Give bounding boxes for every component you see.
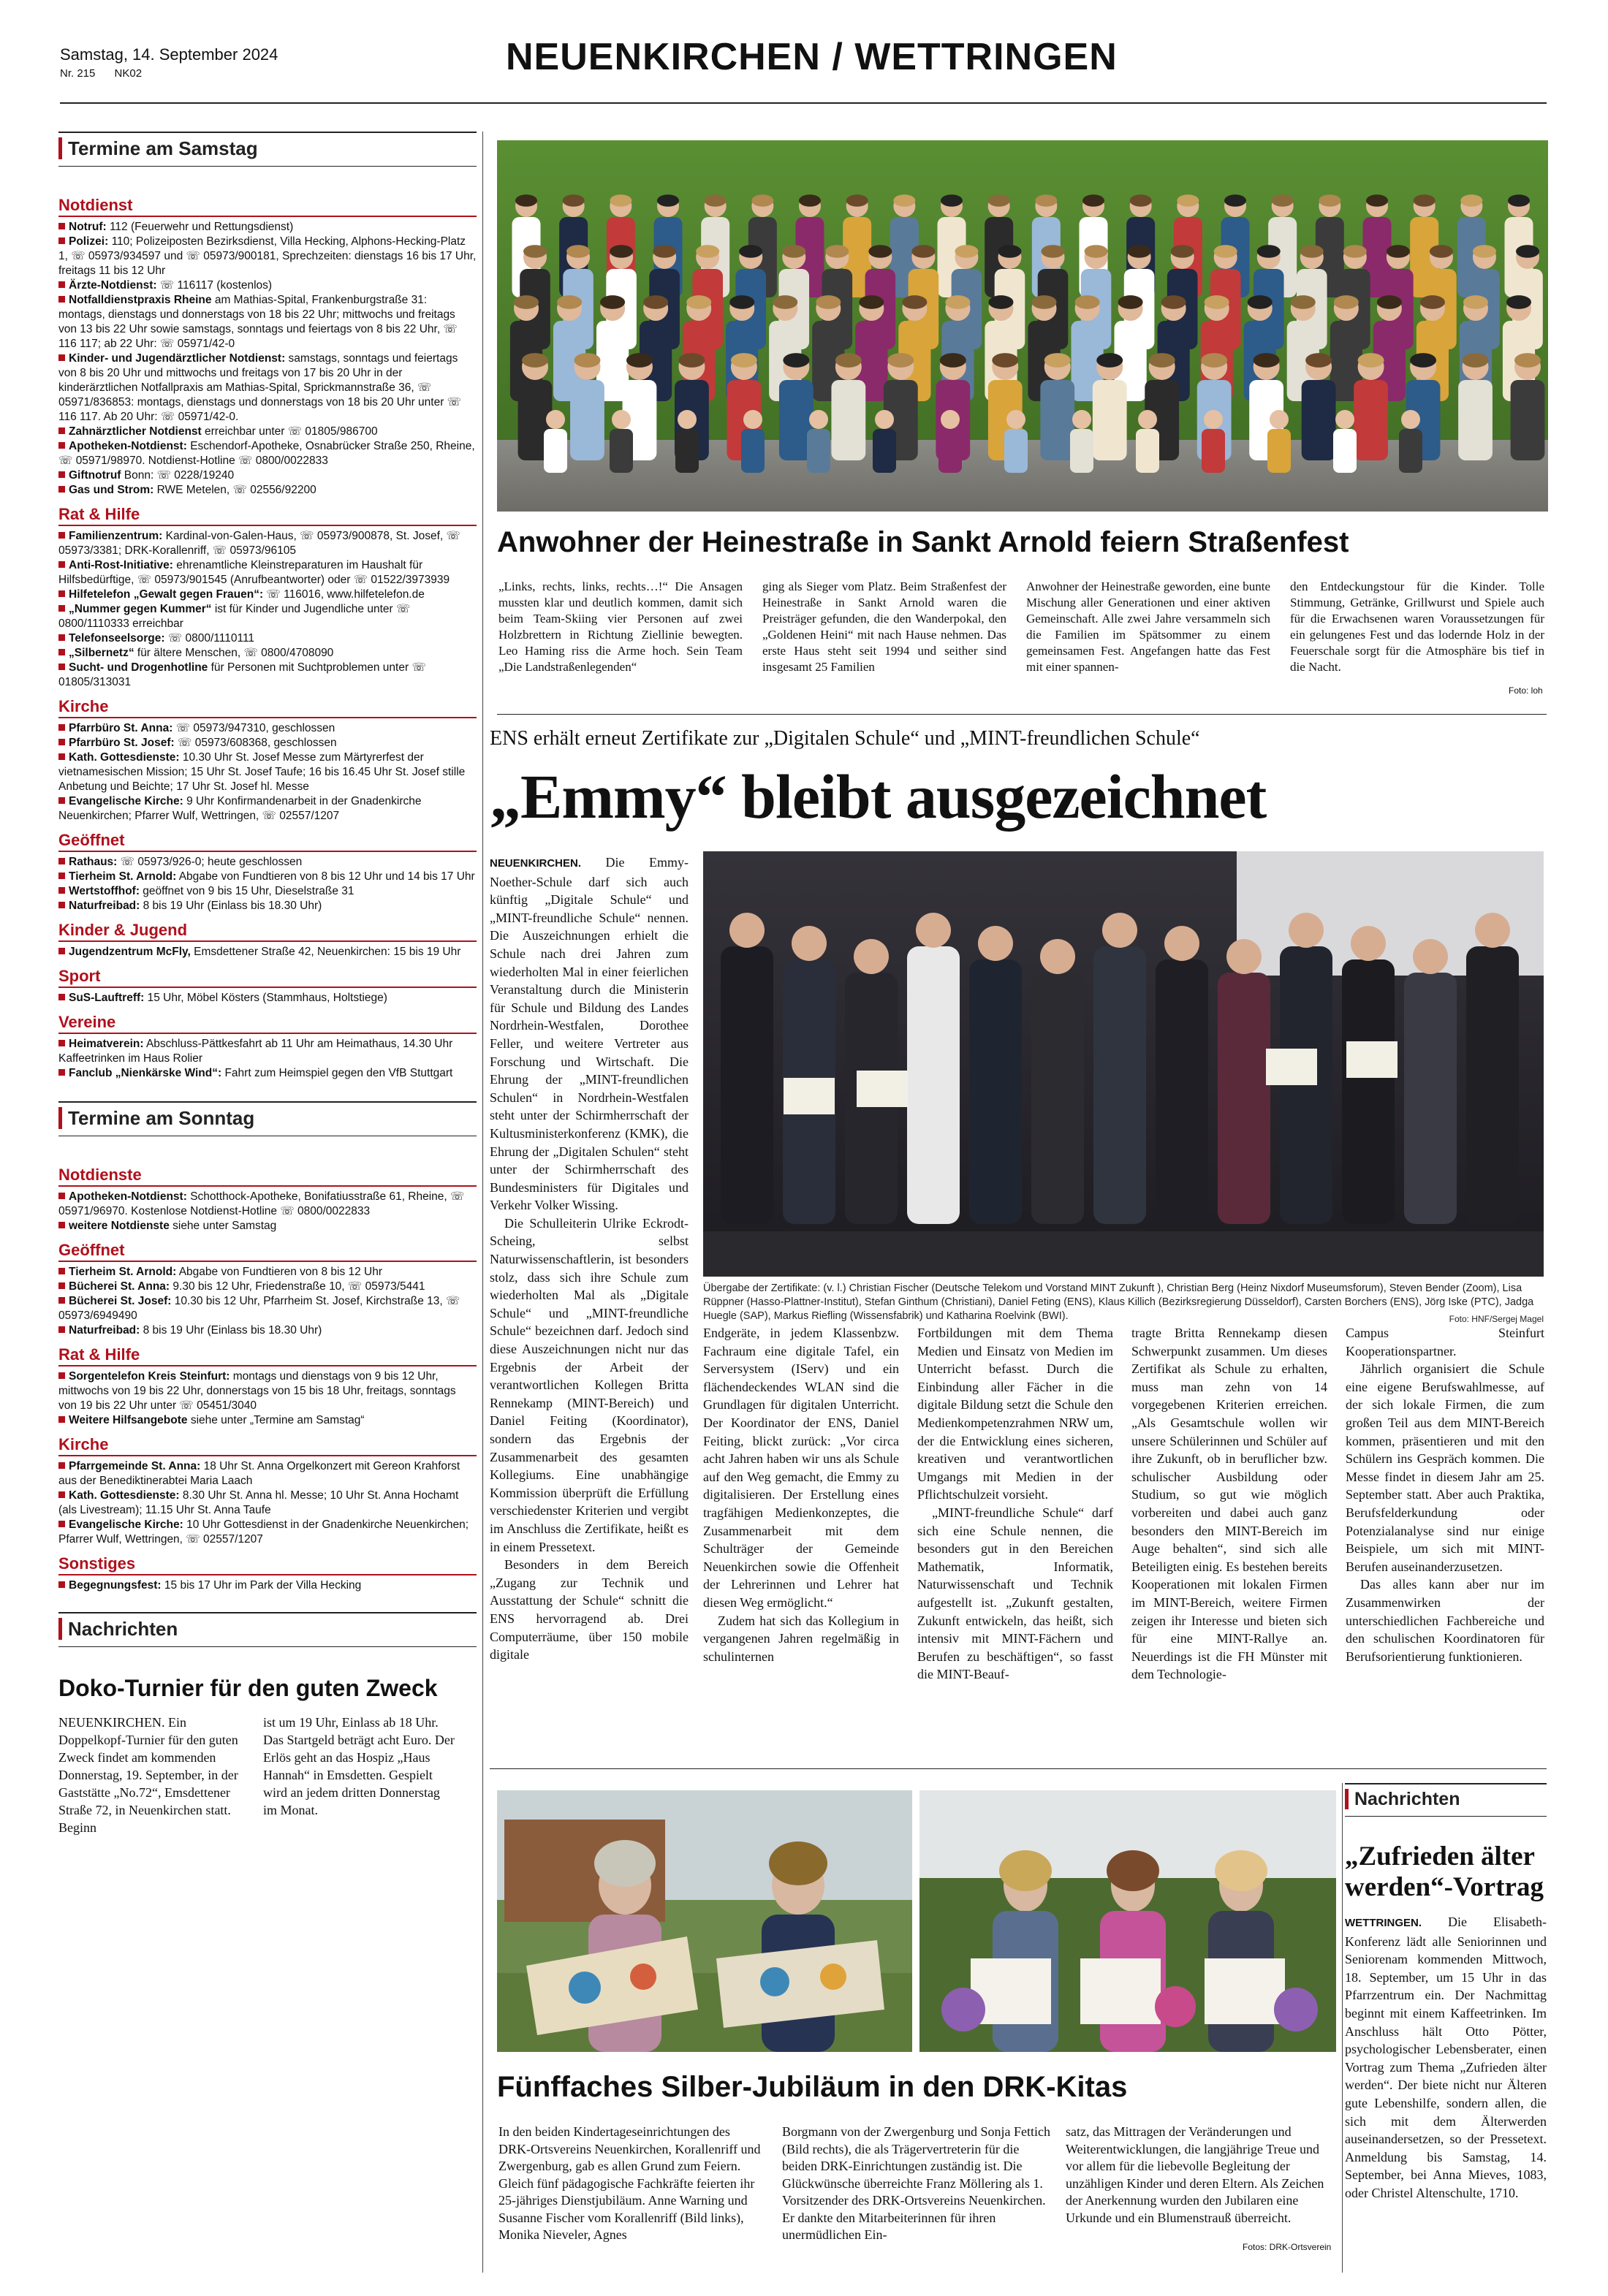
listing-entry-label: Telefonseelsorge:	[69, 632, 165, 645]
listing-entry	[58, 736, 477, 750]
listing-entry-label: Bücherei St. Anna:	[69, 1280, 170, 1293]
listing-entry-label: Naturfreibad:	[69, 1324, 140, 1337]
listing-entry-text: Abgabe von Fundtieren von 8 bis 12 Uhr und 14 bis 17 Uhr	[176, 870, 475, 883]
certificate-photo	[703, 851, 1544, 1277]
listing-entry	[58, 899, 477, 913]
listing-section-heading: Notdienst	[58, 196, 477, 217]
listing-entry	[58, 1578, 477, 1593]
news-box-title	[58, 1612, 477, 1647]
listing-entry-text: Fahrt zum Heimspiel gegen den VfB Stuttgart	[221, 1067, 453, 1079]
vortrag-box-title-text: Nachrichten	[1345, 1789, 1460, 1809]
listing-entry	[58, 351, 477, 425]
listing-section-heading: Sonstiges	[58, 1554, 477, 1575]
emmy-col-2-text-b: Zudem hat sich das Kollegium in vergangenen Jahren regelmäßig in schulinternen	[703, 1613, 899, 1664]
bullet-icon	[58, 442, 65, 449]
bullet-icon	[58, 561, 65, 568]
drk-photo-right	[919, 1790, 1336, 2052]
listing-entry-label: weitere Notdienste	[69, 1220, 170, 1232]
listing-section-heading: Geöffnet	[58, 1241, 477, 1262]
listing-entry	[58, 870, 477, 884]
listing-entry	[58, 750, 477, 794]
bullet-icon	[58, 354, 65, 361]
bullet-icon	[58, 605, 65, 612]
listing-section-heading: Kirche	[58, 697, 477, 718]
bullet-icon	[58, 532, 65, 539]
listing-entry	[58, 991, 477, 1006]
issue-number: Nr. 215	[60, 67, 96, 80]
listing-entry	[58, 794, 477, 824]
listing-entry-label: Evangelische Kirche:	[69, 1518, 183, 1531]
left-column	[58, 132, 477, 1836]
bullet-icon	[58, 1462, 65, 1469]
listing-entry-text: ☏ 05973/947310, geschlossen	[172, 722, 335, 734]
listing-entry-text: ist für Kinder und Jugendliche unter ☏ 0800/1110333 erreichbar	[58, 603, 411, 630]
bullet-icon	[58, 1222, 65, 1228]
drk-col-1: In den beiden Kindertageseinrichtungen des DRK-Ortsvereins Neuenkirchen, Korallenriff und Zwergenburg, gab es allen Grund zum Feiern. Gleich fünf pädagogische Fachkräfte feierten ihr 25-jähriges Dienstjubiläum. Anne Warning und Susanne Fischer vom Korallenriff (Bild links), Monika Nieveler, Agnes	[498, 2124, 761, 2242]
bullet-icon	[58, 797, 65, 804]
sunday-listings	[58, 1136, 477, 1593]
bullet-icon	[58, 1297, 65, 1304]
listing-entry	[58, 439, 477, 468]
certificate-caption-text: Übergabe der Zertifikate: (v. l.) Christian Fischer (Deutsche Telekom und Vorstand MINT Zukunft ), Christian Berg (Heinz Nixdorf Museumsforum), Steven Bender (Zoom), Lisa Rüppner (Hasso-Plattner-Institut), Stefan Ginthum (Christiani), Daniel Feting (ENS), Klaus Killich (Bezirksregierung Düsseldorf), Carsten Borchers (ENS), Jörg Iske (PTC), Jadga Huegle (SAP), Markus Riefling (Wissensfabrik) und Katharina Roelvink (BWI).	[703, 1282, 1534, 1322]
emmy-lead-text-2: Die Schulleiterin Ulrike Eckrodt-Scheing, selbst Naturwissenschaftlerin, ist besonders stolz, dass sich ihre Schule zum wiederholten Mal als „Digitale Schule“ und „MINT-freundliche Schule“ bezeichnen darf. Jedoch sind diese Auszeichnungen nicht nur das Ergebnis der Arbeit der verantwortlichen Kollegen Britta Rennekamp (MINT-Bereich) und Daniel Feiting (Koordinator), sondern das Ergebnis der Zusammenarbeit des gesamten Kollegiums. Eine unabhängige Kommission überprüft die Erfüllung verschiedenster Kriterien und vergibt im Anschluss die Zertifikate, heißt es in einem Pressetext.	[490, 1215, 689, 1554]
listing-entry	[58, 1280, 477, 1294]
doko-col-2: ist um 19 Uhr, Einlass ab 18 Uhr. Das Startgeld beträgt acht Euro. Der Erlös geht an das Hospiz „Haus Hannah“ in Emsdetten. Gespielt wird an jedem dritten Donnerstag im Monat.	[263, 1715, 455, 1817]
listing-entry-label: Anti-Rost-Initiative:	[69, 559, 173, 571]
page-title: NEUENKIRCHEN / WETTRINGEN	[506, 36, 1118, 78]
listing-entry-text: ☏ 05973/926-0; heute geschlossen	[117, 856, 303, 868]
listing-entry-text: 15 bis 17 Uhr im Park der Villa Hecking	[161, 1579, 362, 1592]
certificate-caption	[703, 1282, 1544, 1326]
listing-entry	[58, 1369, 477, 1413]
listing-entry-text: geöffnet von 9 bis 15 Uhr, Dieselstraße 31	[140, 885, 354, 897]
group-photo-image	[497, 140, 1548, 512]
listing-entry-text: Bonn: ☏ 0228/19240	[121, 469, 235, 482]
listing-entry	[58, 721, 477, 736]
listing-entry	[58, 425, 477, 439]
emmy-bottom-rule	[490, 1768, 1547, 1769]
fest-photo-credit: Foto: loh	[1509, 685, 1543, 696]
bullet-icon	[58, 1268, 65, 1274]
emmy-col-5-text: Campus Steinfurt Kooperationspartner.	[1346, 1326, 1544, 1358]
sunday-box-title	[58, 1101, 477, 1136]
listing-entry-label: Notruf:	[69, 221, 107, 233]
listing-entry-label: Naturfreibad:	[69, 900, 140, 912]
listing-entry	[58, 1489, 477, 1518]
certificate-photo-image	[703, 851, 1544, 1277]
certificate-photo-credit: Foto: HNF/Sergej Magel	[1449, 1314, 1544, 1324]
listing-entry-label: „Nummer gegen Kummer“	[69, 603, 212, 615]
listing-entry-text: Eschendorf-Apotheke, Osnabrücker Straße 250, Rheine, ☏ 05971/98970. Notdienst-Hotline ☏ 0800/0022833	[58, 440, 475, 467]
emmy-headline: „Emmy“ bleibt ausgezeichnet	[490, 761, 1267, 832]
listing-entry	[58, 1413, 477, 1428]
listing-entry	[58, 602, 477, 631]
emmy-col-5	[1346, 1324, 1544, 1665]
fest-bottom-rule	[497, 714, 1547, 715]
emmy-lead-col	[490, 854, 689, 1664]
bullet-icon	[58, 1282, 65, 1289]
listing-entry-text: 8 bis 19 Uhr (Einlass bis 18.30 Uhr)	[140, 900, 322, 912]
bullet-icon	[58, 471, 65, 478]
listing-entry-label: Kath. Gottesdienste:	[69, 1489, 180, 1502]
fest-headline: Anwohner der Heinestraße in Sankt Arnold feiern Straßenfest	[497, 526, 1349, 558]
listing-entry-text: ☏ 05973/608368, geschlossen	[174, 737, 337, 749]
listing-entry-text: 8.30 Uhr St. Anna hl. Messe; 10 Uhr St. Anna Hochamt (als Livestream); 11.15 Uhr St. Anna Taufe	[58, 1489, 459, 1516]
listing-entry	[58, 1037, 477, 1066]
listing-entry	[58, 1219, 477, 1233]
listing-entry-text: samstags, sonntags und feiertags von 8 bis 20 Uhr und mittwochs und freitags von 17 bis 20 Uhr in der kinderärztlichen Notfallpraxis am Mathias-Spital, Sprickmannstraße 36, ☏ 05971/836853: montags, dienstags und donnerstags von 18 bis 20 Uhr unter ☏ 116 117. Ab 20 Uhr: ☏ 05971/42-0.	[58, 352, 462, 423]
listing-entry-text: ☏ 0800/1110111	[164, 632, 255, 645]
listing-entry-text: montags und dienstags von 9 bis 12 Uhr, mittwochs von 19 bis 22 Uhr, donnerstags von 15 bis 18 Uhr, freitags, sonntags von 19 bis 22 Uhr unter ☏ 05451/3040	[58, 1370, 456, 1412]
listing-entry-label: Apotheken-Notdienst:	[69, 440, 187, 452]
listing-entry-label: Kath. Gottesdienste:	[69, 751, 180, 764]
listing-entry-text: Abschluss-Pättkesfahrt ab 11 Uhr am Heimathaus, 14.30 Uhr Kaffeetrinken im Haus Rolier	[58, 1038, 453, 1065]
vortrag-box-title	[1345, 1783, 1547, 1817]
doko-article	[58, 1714, 477, 1836]
listing-entry-text: 112 (Feuerwehr und Rettungsdienst)	[106, 221, 294, 233]
emmy-kicker: ENS erhält erneut Zertifikate zur „Digitalen Schule“ und „MINT-freundlichen Schule“	[490, 727, 1200, 750]
listing-entry-label: Heimatverein:	[69, 1038, 144, 1050]
saturday-box-title	[58, 132, 477, 167]
listing-entry-label: Rathaus:	[69, 856, 118, 868]
listing-entry-text: ☏ 116117 (kostenlos)	[156, 279, 273, 292]
emmy-col-4	[1131, 1324, 1327, 1684]
listing-entry	[58, 945, 477, 959]
bullet-icon	[58, 634, 65, 641]
fest-col-3: Anwohner der Heinestraße geworden, eine bunte Mischung aller Generationen und einer aktiven Gemeinschaft. Alle zwei Jahre versammeln sich die Familien im Spätsommer zu einem gemeinsamen Fest. Angefangen hatte das Fest mit einer spannen-	[1026, 579, 1270, 674]
emmy-col-4-text: tragte Britta Rennekamp diesen Schwerpunkt zusammen. Um dieses Zertifikat als Schule zu erhalten, muss man zehn von 14 vorgegebenen Kriterien erreichen. „Als Gesamtschule wollen wir unsere Schülerinnen und Schüler auf ihre Zukunft, ob in beruflicher bzw. schulischer Ausbildung oder Studium, so gut wie möglich vorbereiten und dabei auch ganz besonders den MINT-Bereich im Auge behalten“, sind sich alle Beteiligten einig. Es bestehen bereits Kooperationen mit lokalen Firmen im MINT-Bereich, weitere Firmen zeigen ihr Interesse und bieten sich für eine MINT-Rallye an. Neuerdings ist die FH Münster mit dem Technologie-	[1131, 1326, 1327, 1682]
listing-entry-text: am Mathias-Spital, Frankenburgstraße 31: montags, dienstags und donnerstags von 18 bis 22 Uhr; mittwochs und freitags von 13 bis 22 Uhr sowie samstags, sonntags und feiertags von 8 bis 22 Uhr, ☏ 116 117; ab 22 Uhr: ☏ 05971/42-0	[58, 294, 458, 350]
listing-entry-text: Schotthock-Apotheke, Bonifatiusstraße 61, Rheine, ☏ 05971/96970. Kostenlose Notdienst-Hotline ☏ 0800/0022833	[58, 1190, 465, 1217]
bullet-icon	[58, 753, 65, 760]
emmy-col-5-text-c: Das alles kann aber nur im Zusammenwirken der unterschiedlichen Fachbereiche und den schulischen Koordinatoren für Berufsorientierung funktionieren.	[1346, 1577, 1544, 1664]
bullet-icon	[58, 887, 65, 894]
listing-entry-label: Familienzentrum:	[69, 530, 163, 542]
listing-section-heading: Sport	[58, 967, 477, 988]
left-column-divider	[482, 132, 483, 2273]
bullet-icon	[58, 994, 65, 1000]
bullet-icon	[58, 724, 65, 731]
edition-code: NK02	[114, 67, 143, 80]
emmy-col-3-text: Fortbildungen mit dem Thema Medien und Einsatz von Medien im Unterricht befasst. Durch die Einbindung aller Fächer in die digitale Bildung setzt die Schule den Medienkompetenzrahmen NRW um, der die Entwicklung eines sicheren, kreativen und verantwortlichen Umgangs mit Medien in der Pflichtschulzeit vorsieht.	[917, 1326, 1113, 1502]
listing-entry-label: Giftnotruf	[69, 469, 121, 482]
listing-entry-label: Jugendzentrum McFly,	[69, 946, 191, 958]
bullet-icon	[58, 590, 65, 597]
listing-entry	[58, 884, 477, 899]
bullet-icon	[58, 1521, 65, 1527]
sunday-title-text: Termine am Sonntag	[58, 1107, 254, 1129]
listing-entry	[58, 529, 477, 558]
listing-entry-label: Begegnungsfest:	[69, 1579, 162, 1592]
listing-entry-text: erreichbar unter ☏ 01805/986700	[201, 425, 378, 438]
listing-section-heading: Rat & Hilfe	[58, 505, 477, 526]
listing-entry-label: Zahnärztlicher Notdienst	[69, 425, 202, 438]
listing-entry-label: Evangelische Kirche:	[69, 795, 183, 807]
listing-entry-text: für ältere Menschen, ☏ 0800/4708090	[134, 647, 334, 659]
listing-entry-label: Kinder- und Jugendärztlicher Notdienst:	[69, 352, 286, 365]
header-date: Samstag, 14. September 2024	[60, 45, 278, 64]
listing-entry-label: Gas und Strom:	[69, 484, 154, 496]
listing-entry	[58, 278, 477, 293]
fest-col-4: den Entdeckungstour für die Kinder. Tolle Stimmung, Getränke, Grillwurst und Spiele auch für die Erwachsenen waren Voraussetzungen für ein gelungenes Fest und das lodernde Holz in der Feuerschale sorgt für die Atmosphäre bis tief in die Nacht.	[1290, 579, 1544, 674]
listing-entry	[58, 855, 477, 870]
bullet-icon	[58, 486, 65, 493]
vortrag-body-text: Die Elisabeth-Konferenz lädt alle Seniorinnen und Seniorenam kommenden Mittwoch, 18. September, um 15 Uhr in das Pfarrzentrum ein. Der Nachmittag beginnt mit einem Kaffeetrinken. Im Anschluss hält Otto Pötter, psychologischer Lebensberater, einen Vortrag zum Thema „Zufrieden älter werden“. Der biete nicht nur Älteren gute Lebenshilfe, sondern allen, die sich mit dem Älterwerden auseinandersetzen, so der Pressetext. Anmeldung bis Samstag, 14. September, bei Anna Mieves, 1083, oder Christel Altenschulte, 1710.	[1345, 1915, 1547, 2200]
bullet-icon	[58, 948, 65, 954]
saturday-listings	[58, 167, 477, 1081]
listing-entry-text: siehe unter „Termine am Samstag“	[187, 1414, 365, 1426]
emmy-lead-text-3: Besonders in dem Bereich „Zugang zur Technik und Ausstattung der Schule“ schnitt die ENS hervorragend ab. Drei Computerräume, über 150 mobile digitale	[490, 1557, 689, 1662]
listing-entry-text: 10 Uhr Gottesdienst in der Gnadenkirche Neuenkirchen; Pfarrer Wulf, Wettringen, ☏ 02557/1207	[58, 1518, 469, 1546]
bullet-icon	[58, 1416, 65, 1423]
bullet-icon	[58, 1040, 65, 1046]
listing-entry-label: Pfarrgemeinde St. Anna:	[69, 1460, 201, 1472]
listing-entry-label: „Silbernetz“	[69, 647, 134, 659]
listing-entry	[58, 1066, 477, 1081]
fest-col-1: „Links, rechts, links, rechts…!“ Die Ansagen mussten klar und deutlich kommen, damit sich beim Team-Skiing vier Personen auf zwei Holzbrettern in Richtung Ziellinie bewegten. Leo Haming riss die Arme hoch. Sein Team „Die Landstraßenlegenden“	[498, 579, 743, 674]
bullet-icon	[58, 739, 65, 745]
doko-headline: Doko-Turnier für den guten Zweck	[58, 1675, 438, 1701]
listing-entry-text: 9.30 bis 12 Uhr, Friedenstraße 10, ☏ 05973/5441	[170, 1280, 425, 1293]
drk-photo-left-image	[497, 1790, 912, 2052]
bullet-icon	[58, 1491, 65, 1498]
listing-entry-label: Wertstoffhof:	[69, 885, 140, 897]
listing-entry-label: Sucht- und Drogenhotline	[69, 661, 208, 674]
bullet-icon	[58, 296, 65, 303]
bullet-icon	[58, 1326, 65, 1333]
listing-entry-text: siehe unter Samstag	[169, 1220, 277, 1232]
saturday-title-text: Termine am Samstag	[58, 137, 258, 159]
street-festival-photo	[497, 140, 1548, 512]
listing-section-heading: Geöffnet	[58, 831, 477, 852]
listing-entry	[58, 588, 477, 602]
listing-entry-text: ehrenamtliche Kleinstreparaturen im Haushalt für Hilfsbedürftige, ☏ 05973/901545 (Anrufbeantworter) oder ☏ 01522/3973939	[58, 559, 450, 586]
vortrag-headline: „Zufrieden älter werden“-Vortrag	[1345, 1841, 1544, 1902]
bullet-icon	[58, 902, 65, 908]
listing-entry-text: 10.30 bis 12 Uhr, Pfarrheim St. Josef, Kirchstraße 13, ☏ 05973/6949490	[58, 1295, 460, 1322]
listing-entry	[58, 483, 477, 498]
header-issue	[60, 67, 142, 80]
listing-entry-text: 8 bis 19 Uhr (Einlass bis 18.30 Uhr)	[140, 1324, 322, 1337]
listing-entry-label: Pfarrbüro St. Josef:	[69, 737, 175, 749]
listing-entry-label: Pfarrbüro St. Anna:	[69, 722, 173, 734]
listing-entry	[58, 646, 477, 661]
listing-entry	[58, 661, 477, 690]
listing-entry-label: Tierheim St. Arnold:	[69, 1266, 177, 1278]
listing-entry-label: Polizei:	[69, 235, 109, 248]
news-title-text: Nachrichten	[58, 1618, 178, 1640]
listing-entry-label: Ärzte-Notdienst:	[69, 279, 157, 292]
listing-entry-label: Sorgentelefon Kreis Steinfurt:	[69, 1370, 230, 1383]
drk-photo-left	[497, 1790, 912, 2052]
fest-col-2: ging als Sieger vom Platz. Beim Straßenfest der Heinestraße in Sankt Arnold waren die Preisträger gefunden, die den Wanderpokal, den „Goldenen Heini“ mit nach Hause nehmen. Das erste Haus steht seit 1994 und seither sind insgesamt 25 Familien	[762, 579, 1006, 674]
listing-entry-text: RWE Metelen, ☏ 02556/92200	[153, 484, 316, 496]
vortrag-box-divider	[1342, 1783, 1343, 2273]
emmy-dateline: NEUENKIRCHEN.	[490, 857, 582, 870]
bullet-icon	[58, 1372, 65, 1379]
listing-section-heading: Kinder & Jugend	[58, 921, 477, 942]
bullet-icon	[58, 1193, 65, 1199]
listing-entry-label: SuS-Lauftreff:	[69, 992, 145, 1004]
listing-entry	[58, 220, 477, 235]
listing-entry-text: 18 Uhr St. Anna Orgelkonzert mit Gereon Krahforst aus der Benediktinerabtei Maria Laach	[58, 1460, 460, 1487]
listing-entry	[58, 558, 477, 588]
listing-entry-label: Fanclub „Nienkärske Wind“:	[69, 1067, 222, 1079]
listing-section-heading: Notdienste	[58, 1166, 477, 1187]
listing-entry	[58, 235, 477, 278]
drk-col-3: satz, das Mittragen der Veränderungen und Weiterentwicklungen, die langjährige Treue und vor allem für die liebevolle Begleitung der unzähligen Kinder und deren Eltern. Als Zeichen der Anerkennung wurden den Jubilaren eine Urkunde und ein Blumenstrauß überreicht.	[1066, 2124, 1324, 2225]
emmy-col-2-text: Endgeräte, in jedem Klassenbzw. Fachraum eine digitale Tafel, ein Serversystem (IServ) und ein flächendeckendes WLAN sind die Grundlagen für digitalen Unterricht. Der Koordinator der ENS, Daniel Feiting, blickt zurück: „Vor circa acht Jahren haben wir uns als Schule auf den Weg gemacht, die Emmy zu digitalisieren. Der Erstellung eines tragfähigen Medienkonzeptes, die Zusammenarbeit mit dem Schulträger der Gemeinde Neuenkirchen sowie die Offenheit der Lehrerinnen und Lehrer hat diesen Weg ermöglicht.“	[703, 1326, 899, 1610]
listing-section-heading: Rat & Hilfe	[58, 1345, 477, 1366]
emmy-lead-text: Die Emmy-Noether-Schule darf sich auch künftig „Digitale Schule“ und „MINT-freundliche Schule“ nennen. Die Auszeichnungen erhielt die Schule nach drei Jahren zum wiederholten Mal in einer feierlichen Veranstaltung durch die Ministerin für Schule und Bildung des Landes Nordrhein-Westfalen, Dorothee Feller, und weitere Vertreter aus Forschung und Wirtschaft. Die Ehrung der „MINT-freundlichen Schulen“ in Nordrhein-Westfalen steht unter der Schirmherrschaft der Kultusministerkonferenz (KMK), die Ehrung der „Digitalen Schulen“ steht unter der Schirmherrschaft des Bundesministers für Digitales und Verkehr Volker Wissing.	[490, 855, 689, 1213]
listing-entry-text: 15 Uhr, Möbel Kösters (Stammhaus, Holtstiege)	[144, 992, 387, 1004]
listing-entry	[58, 468, 477, 483]
listing-entry	[58, 293, 477, 351]
listing-entry-label: Bücherei St. Josef:	[69, 1295, 172, 1307]
listing-entry-text: Abgabe von Fundtieren von 8 bis 12 Uhr	[176, 1266, 383, 1278]
drk-photo-credit: Fotos: DRK-Ortsverein	[1243, 2242, 1332, 2252]
vortrag-body	[1345, 1913, 1547, 2202]
vortrag-dateline: WETTRINGEN.	[1345, 1917, 1422, 1929]
bullet-icon	[58, 1069, 65, 1076]
drk-photo-right-image	[919, 1790, 1336, 2052]
listing-entry	[58, 1265, 477, 1280]
listing-entry-text: 9 Uhr Konfirmandenarbeit in der Gnadenkirche Neuenkirchen; Pfarrer Wulf, Wettringen, ☏ 02557/1207	[58, 795, 422, 822]
bullet-icon	[58, 427, 65, 434]
vortrag-box	[1345, 1783, 1547, 2202]
listing-entry-label: Weitere Hilfsangebote	[69, 1414, 188, 1426]
listing-entry	[58, 1190, 477, 1219]
listing-entry-text: 110; Polizeiposten Bezirksdienst, Villa Hecking, Alphons-Hecking-Platz 1, ☏ 05973/934597 und ☏ 05973/900181, Sprechzeiten: dienstags 16 bis 17 Uhr, freitags 11 bis 12 Uhr	[58, 235, 477, 277]
listing-entry-text: für Personen mit Suchtproblemen unter ☏ 01805/313031	[58, 661, 426, 688]
bullet-icon	[58, 223, 65, 229]
listing-entry-text: 10.30 Uhr St. Josef Messe zum Märtyrerfest der vietnamesischen Mission; 15 Uhr St. Josef Taufe; 16 bis 16.45 Uhr St. Josef stille Anbetung und Beichte; 17 Uhr St. Josef hl. Messe	[58, 751, 466, 793]
emmy-col-3-text-b: „MINT-freundliche Schule“ darf sich eine Schule nennen, die besonders gut in den Bereichen Mathematik, Informatik, Naturwissenschaft und Technik aufgestellt ist. „Zukunft gestalten, Zukunft entwickeln, das heißt, sich intensiv mit MINT-Fächern und Berufen zu beschäftigen“, so fasst die MINT-Beauf-	[917, 1505, 1113, 1682]
listing-entry-text: Emsdettener Straße 42, Neuenkirchen: 15 bis 19 Uhr	[190, 946, 461, 958]
emmy-col-5-text-b: Jährlich organisiert die Schule eine eigene Berufswahlmesse, auf der sich lokale Firmen, die zum großen Teil aus dem MINT-Bereich kommen, präsentieren und mit den Schülern ins Gespräch kommen. Die Messe findet in diesem Jahr am 25. September statt. Aber auch Praktika, Berufsfelderkundung oder Potenzialanalyse sind nur einige Beispiele, um sich mit MINT-Berufen auseinanderzusetzen.	[1346, 1361, 1544, 1574]
listing-entry	[58, 1323, 477, 1338]
header-rule	[60, 102, 1547, 104]
bullet-icon	[58, 858, 65, 864]
listing-entry	[58, 1459, 477, 1489]
doko-col-1: NEUENKIRCHEN. Ein Doppelkopf-Turnier für den guten Zweck findet am kommenden Donnerstag, 19. September, in der Gaststätte „No.72“, Emsdettener Straße 72, in Neuenkirchen statt. Beginn	[58, 1715, 238, 1835]
listing-entry	[58, 1294, 477, 1323]
listing-section-heading: Vereine	[58, 1013, 477, 1034]
listing-entry	[58, 1518, 477, 1547]
bullet-icon	[58, 649, 65, 655]
listing-entry-label: Notfalldienstpraxis Rheine	[69, 294, 212, 306]
listing-entry-label: Hilfetelefon „Gewalt gegen Frauen“:	[69, 588, 264, 601]
drk-col-2: Borgmann von der Zwergenburg und Sonja Fettich (Bild rechts), die als Trägervertreterin für die beiden DRK-Einrichtungen zuständig ist. Die Glückwünsche überreichte Franz Möllering als 1. Vorsitzender des DRK-Ortsvereins Neuenkirchen. Er dankte den Mitarbeiterinnen für ihren unermüdlichen Ein-	[782, 2124, 1050, 2242]
bullet-icon	[58, 1581, 65, 1588]
emmy-col-3	[917, 1324, 1113, 1684]
drk-headline: Fünffaches Silber-Jubiläum in den DRK-Kitas	[497, 2071, 1128, 2103]
listing-entry-text: ☏ 116016, www.hilfetelefon.de	[263, 588, 425, 601]
listing-entry-label: Apotheken-Notdienst:	[69, 1190, 187, 1203]
listing-entry-label: Tierheim St. Arnold:	[69, 870, 177, 883]
bullet-icon	[58, 664, 65, 670]
bullet-icon	[58, 237, 65, 244]
bullet-icon	[58, 281, 65, 288]
listing-entry-text: Kardinal-von-Galen-Haus, ☏ 05973/900878, St. Josef, ☏ 05973/3381; DRK-Korallenriff, ☏ 05973/96105	[58, 530, 460, 557]
bullet-icon	[58, 873, 65, 879]
listing-section-heading: Kirche	[58, 1435, 477, 1456]
emmy-col-2	[703, 1324, 899, 1665]
listing-entry	[58, 631, 477, 646]
